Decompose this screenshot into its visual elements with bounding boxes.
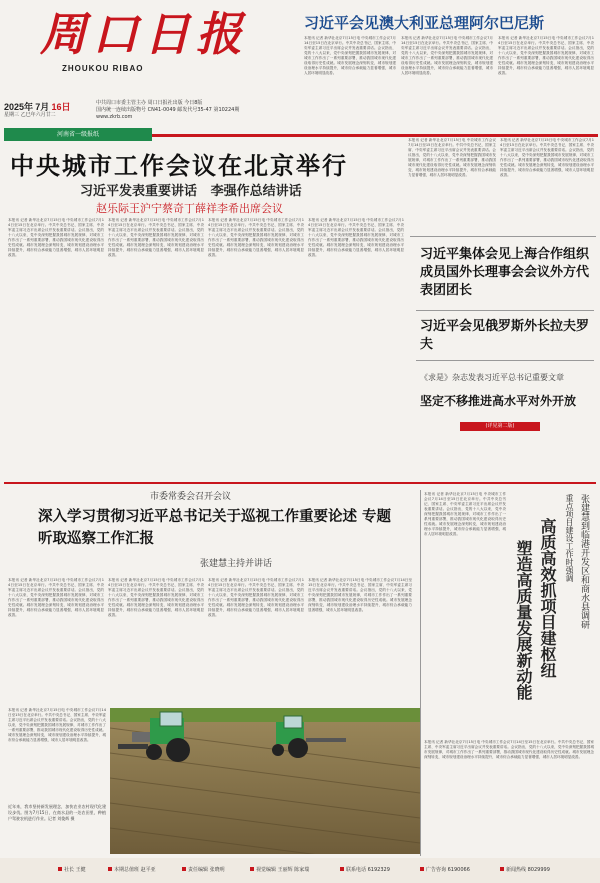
second-col1: 本报讯 记者 新华社北京7月15日电 中央城市工作会议7月14日至15日在北京举行。中共中央总书记、国家主席、中央军委主席习近平出席会议并发表重要讲话。会议指出，党的十八大以来，党中央深刻把握我国城市发展规律，对城市工作作出了一系列重要部署，推动我国城市现代化建设取得历史性成就。城市发展理念深刻转变，城市规划建设治理水平持续提升，城市综合承载能力显著增强，城市人居环境明显改善。: [8, 578, 104, 617]
footer-bar: [0, 858, 600, 883]
right-story-3-kicker: 《求是》杂志发表习近平总书记重要文章: [420, 373, 564, 382]
footer-label: 广告咨询: [426, 867, 447, 873]
masthead-pinyin: ZHOUKOU RIBAO: [62, 64, 144, 73]
jump-note: (详见第二版): [460, 422, 540, 431]
main-col6-top: 本报讯 记者 新华社北京7月15日电 中央城市工作会议7月14日至15日在北京举行。中共中央总书记、国家主席、中央军委主席习近平出席会议并发表重要讲话。会议指出，党的十八大以来，党中央深刻把握我国城市发展规律，对城市工作作出了一系列重要部署，推动我国城市现代化建设取得历史性成就。城市发展理念深刻转变，城市规划建设治理水平持续提升，城市综合承载能力显著增强，城市人居环境明显改善。: [500, 138, 594, 177]
right-story-3-headline: 坚定不移推进高水平对外开放: [420, 394, 577, 408]
footer-label: 新闻热线: [506, 867, 527, 873]
footer-item: [182, 866, 225, 873]
vertical-kicker: 张建慧到临港开发区和商水县调研: [579, 494, 589, 629]
divider: [416, 360, 594, 361]
farm-photo: [110, 708, 420, 854]
header-rule: [152, 134, 598, 137]
top-story-col1: 本报讯 记者 新华社北京7月15日电 中央城市工作会议7月14日至15日在北京举行。中共中央总书记、国家主席、中央军委主席习近平出席会议并发表重要讲话。会议指出，党的十八大以来，党中央深刻把握我国城市发展规律，对城市工作作出了一系列重要部署，推动我国城市现代化建设取得历史性成就。城市发展理念深刻转变，城市规划建设治理水平持续提升，城市综合承载能力显著增强，城市人居环境明显改善。: [304, 36, 396, 75]
top-story-col3: 本报讯 记者 新华社北京7月15日电 中央城市工作会议7月14日至15日在北京举行。中共中央总书记、国家主席、中央军委主席习近平出席会议并发表重要讲话。会议指出，党的十八大以来，党中央深刻把握我国城市发展规律，对城市工作作出了一系列重要部署，推动我国城市现代化建设取得历史性成就。城市发展理念深刻转变，城市规划建设治理水平持续提升，城市综合承载能力显著增强，城市人居环境明显改善。: [498, 36, 594, 75]
tractor-field-image: [110, 708, 420, 854]
footer-item: [108, 866, 156, 873]
publisher-line2: 周口日报社出版: [147, 100, 183, 106]
footer-value: 王丽辉 陈家瑞: [277, 867, 310, 873]
date-weekday: [4, 112, 56, 119]
footer-label: 联系电话: [346, 867, 367, 873]
footer-label: 责任编辑: [188, 867, 209, 873]
weekday: 星期三: [4, 112, 20, 118]
vertical-story-bottom: 本报讯 记者 新华社北京7月15日电 中央城市工作会议7月14日至15日在北京举行。中共中央总书记、国家主席、中央军委主席习近平出席会议并发表重要讲话。会议指出，党的十八大以来，党中央深刻把握我国城市发展规律，对城市工作作出了一系列重要部署，推动我国城市现代化建设取得历史性成就。城市发展理念深刻转变，城市规划建设治理水平持续提升，城市综合承载能力显著增强，城市人居环境明显改善。: [424, 740, 594, 759]
main-headline: 中央城市工作会议在北京举行: [10, 152, 348, 180]
footer-label: 社长: [64, 867, 75, 873]
top-headline: 习近平会见澳大利亚总理阿尔巴尼斯: [304, 14, 545, 32]
footer-value: 6190066: [447, 867, 470, 873]
publisher-line7: www.zkrb.com: [96, 114, 133, 120]
footer-item: [340, 866, 390, 873]
photo-caption: 近年来，我市坚持新发展理念，加快农业农村现代化建设步伐。图为7月15日，在商水县的一处农田里，种植户驾驶农机进行作业。记者 刘俊辉 摄: [8, 804, 106, 821]
lunar-date: 乙巳年六月廿二: [20, 112, 56, 118]
second-kicker: 市委常委会召开会议: [150, 492, 232, 502]
footer-label: 视觉编辑: [256, 867, 277, 873]
divider: [416, 310, 594, 311]
date-year: 2025年: [4, 102, 34, 112]
publisher-line3: 今日8版: [184, 100, 203, 106]
second-col3: 本报讯 记者 新华社北京7月15日电 中央城市工作会议7月14日至15日在北京举行。中共中央总书记、国家主席、中央军委主席习近平出席会议并发表重要讲话。会议指出，党的十八大以来，党中央深刻把握我国城市发展规律，对城市工作作出了一系列重要部署，推动我国城市现代化建设取得历史性成就。城市发展理念深刻转变，城市规划建设治理水平持续提升，城市综合承载能力显著增强，城市人居环境明显改善。: [208, 578, 304, 617]
vertical-headline-2: 塑造高质量发展新动能: [514, 540, 533, 700]
main-col5-top: 本报讯 记者 新华社北京7月15日电 中央城市工作会议7月14日至15日在北京举行。中共中央总书记、国家主席、中央军委主席习近平出席会议并发表重要讲话。会议指出，党的十八大以来，党中央深刻把握我国城市发展规律，对城市工作作出了一系列重要部署，推动我国城市现代化建设取得历史性成就。城市发展理念深刻转变，城市规划建设治理水平持续提升，城市综合承载能力显著增强，城市人居环境明显改善。: [408, 138, 496, 177]
vertical-headline-1: 高质高效抓项目建枢纽: [538, 518, 557, 678]
date-day: 16日: [51, 102, 71, 112]
main-col1: 本报讯 记者 新华社北京7月15日电 中央城市工作会议7月14日至15日在北京举行。中共中央总书记、国家主席、中央军委主席习近平出席会议并发表重要讲话。会议指出，党的十八大以来，党中央深刻把握我国城市发展规律，对城市工作作出了一系列重要部署，推动我国城市现代化建设取得历史性成就。城市发展理念深刻转变，城市规划建设治理水平持续提升，城市综合承载能力显著增强，城市人居环境明显改善。: [8, 218, 104, 257]
publisher-line6: 第10224期: [213, 107, 240, 113]
divider: [410, 236, 596, 237]
publisher-info: [96, 100, 276, 121]
footer-item: [58, 866, 86, 873]
main-col4: 本报讯 记者 新华社北京7月15日电 中央城市工作会议7月14日至15日在北京举行。中共中央总书记、国家主席、中央军委主席习近平出席会议并发表重要讲话。会议指出，党的十八大以来，党中央深刻把握我国城市发展规律，对城市工作作出了一系列重要部署，推动我国城市现代化建设取得历史性成就。城市发展理念深刻转变，城市规划建设治理水平持续提升，城市综合承载能力显著增强，城市人居环境明显改善。: [308, 218, 404, 257]
right-story-2: 习近平会见俄罗斯外长拉夫罗夫: [420, 319, 590, 352]
publisher-line4: 国内统一连续出版物号 CN41-0049: [96, 107, 176, 113]
top-story-col2: 本报讯 记者 新华社北京7月15日电 中央城市工作会议7月14日至15日在北京举行。中共中央总书记、国家主席、中央军委主席习近平出席会议并发表重要讲话。会议指出，党的十八大以来，党中央深刻把握我国城市发展规律，对城市工作作出了一系列重要部署，推动我国城市现代化建设取得历史性成就。城市发展理念深刻转变，城市规划建设治理水平持续提升，城市综合承载能力显著增强，城市人居环境明显改善。: [401, 36, 493, 75]
main-col3: 本报讯 记者 新华社北京7月15日电 中央城市工作会议7月14日至15日在北京举行。中共中央总书记、国家主席、中央军委主席习近平出席会议并发表重要讲话。会议指出，党的十八大以来，党中央深刻把握我国城市发展规律，对城市工作作出了一系列重要部署，推动我国城市现代化建设取得历史性成就。城市发展理念深刻转变，城市规划建设治理水平持续提升，城市综合承载能力显著增强，城市人居环境明显改善。: [208, 218, 304, 257]
paper-badge: 河南省一级报纸: [4, 128, 152, 141]
section-rule: [4, 482, 596, 484]
main-col2: 本报讯 记者 新华社北京7月15日电 中央城市工作会议7月14日至15日在北京举行。中共中央总书记、国家主席、中央军委主席习近平出席会议并发表重要讲话。会议指出，党的十八大以来，党中央深刻把握我国城市发展规律，对城市工作作出了一系列重要部署，推动我国城市现代化建设取得历史性成就。城市发展理念深刻转变，城市规划建设治理水平持续提升，城市综合承载能力显著增强，城市人居环境明显改善。: [108, 218, 204, 257]
divider: [420, 490, 421, 856]
second-col4: 本报讯 记者 新华社北京7月15日电 中央城市工作会议7月14日至15日在北京举行。中共中央总书记、国家主席、中央军委主席习近平出席会议并发表重要讲话。会议指出，党的十八大以来，党中央深刻把握我国城市发展规律，对城市工作作出了一系列重要部署，推动我国城市现代化建设取得历史性成就。城市发展理念深刻转变，城市规划建设治理水平持续提升，城市综合承载能力显著增强，城市人居环境明显改善。: [308, 578, 412, 612]
publisher-line5: 邮发代号35-47: [177, 107, 212, 113]
date-month: 7月: [35, 102, 50, 112]
vertical-story-col: 本报讯 记者 新华社北京7月15日电 中央城市工作会议7月14日至15日在北京举行。中共中央总书记、国家主席、中央军委主席习近平出席会议并发表重要讲话。会议指出，党的十八大以来，党中央深刻把握我国城市发展规律，对城市工作作出了一系列重要部署，推动我国城市现代化建设取得历史性成就。城市发展理念深刻转变，城市规划建设治理水平持续提升，城市综合承载能力显著增强，城市人居环境明显改善。: [424, 492, 506, 536]
publisher-line1: 中共周口市委主管主办: [96, 100, 147, 106]
footer-value: 6192329: [367, 867, 390, 873]
footer-value: 王健: [75, 867, 86, 873]
footer-value: 8029999: [527, 867, 550, 873]
masthead-title: 周口日报: [40, 7, 248, 61]
main-attendees: 赵乐际王沪宁蔡奇丁薛祥李希出席会议: [96, 202, 283, 215]
footer-value: 赵平亚: [140, 867, 156, 873]
second-headline: 深入学习贯彻习近平总书记关于巡视工作重要论述 专题听取巡察工作汇报: [38, 509, 392, 547]
footer-item: [250, 866, 309, 873]
vertical-sub: 重点项目建设工作时强调: [565, 494, 574, 582]
second-byline: 张建慧主持并讲话: [200, 559, 273, 569]
footer-item: [420, 866, 470, 873]
footer-label: 本期总值班: [114, 867, 140, 873]
second-col1-bottom: 本报讯 记者 新华社北京7月15日电 中央城市工作会议7月14日至15日在北京举行。中共中央总书记、国家主席、中央军委主席习近平出席会议并发表重要讲话。会议指出，党的十八大以来，党中央深刻把握我国城市发展规律，对城市工作作出了一系列重要部署，推动我国城市现代化建设取得历史性成就。城市发展理念深刻转变，城市规划建设治理水平持续提升，城市综合承载能力显著增强，城市人居环境明显改善。: [8, 708, 106, 742]
main-subhead: 习近平发表重要讲话 李强作总结讲话: [80, 184, 302, 199]
footer-item: [500, 866, 550, 873]
second-col2: 本报讯 记者 新华社北京7月15日电 中央城市工作会议7月14日至15日在北京举行。中共中央总书记、国家主席、中央军委主席习近平出席会议并发表重要讲话。会议指出，党的十八大以来，党中央深刻把握我国城市发展规律，对城市工作作出了一系列重要部署，推动我国城市现代化建设取得历史性成就。城市发展理念深刻转变，城市规划建设治理水平持续提升，城市综合承载能力显著增强，城市人居环境明显改善。: [108, 578, 204, 617]
footer-value: 张晓明: [209, 867, 225, 873]
right-story-1: 习近平集体会见上海合作组织成员国外长理事会会议外方代表团团长: [420, 247, 590, 298]
